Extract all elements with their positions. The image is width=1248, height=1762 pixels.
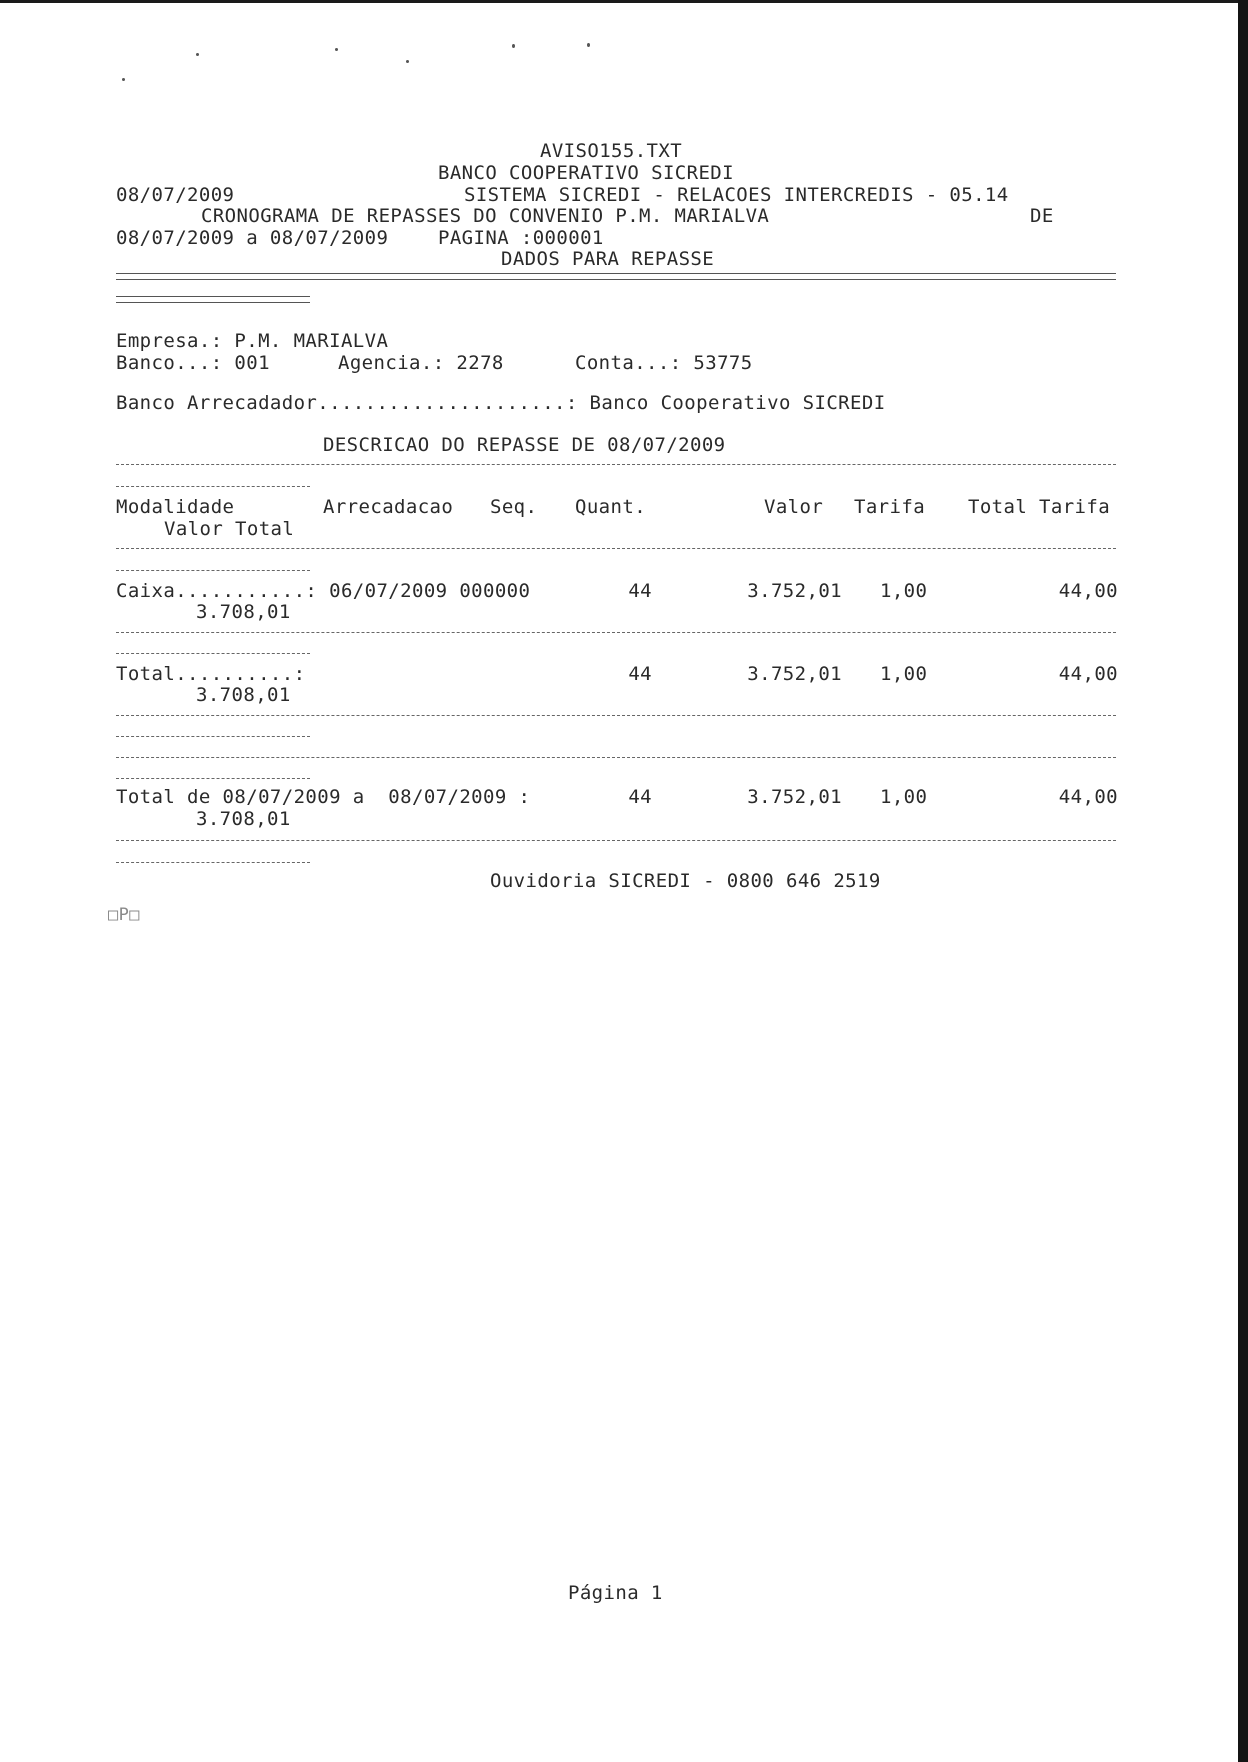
row-valor: 3.752,01: [747, 580, 842, 602]
dashed-rule: [116, 548, 1116, 549]
scan-speck: [406, 60, 409, 63]
collecting-bank: Banco Arrecadador.....................: Banco Cooperativo SICREDI: [116, 392, 886, 414]
dashed-rule: [116, 715, 1116, 716]
row-valor-total: 3.708,01: [196, 684, 291, 706]
page-footer: Página 1: [568, 1582, 663, 1604]
header-seq: Seq.: [490, 496, 538, 518]
dashed-rule: [116, 486, 310, 487]
header-arrecadacao: Arrecadacao: [323, 496, 454, 518]
row-label: Total..........:: [116, 663, 306, 685]
company-name: Empresa.: P.M. MARIALVA: [116, 330, 389, 352]
header-quant: Quant.: [575, 496, 647, 518]
bank-code: Banco...: 001: [116, 352, 270, 374]
header-total-tarifa: Total Tarifa: [968, 496, 1111, 518]
row-valor-total: 3.708,01: [196, 601, 291, 623]
scan-top-edge: [0, 0, 1248, 3]
scan-speck: [335, 48, 338, 51]
row-total-tarifa: 44,00: [1058, 580, 1118, 602]
section-title: DADOS PARA REPASSE: [501, 248, 715, 270]
row-quant: 44: [628, 663, 652, 685]
header-tarifa: Tarifa: [854, 496, 926, 518]
dashed-rule: [116, 632, 1116, 633]
header-valor-total: Valor Total: [164, 518, 295, 540]
agency-number: Agencia.: 2278: [338, 352, 504, 374]
page-number: PAGINA :000001: [438, 227, 604, 249]
scan-speck: [587, 43, 590, 47]
ouvidoria-contact: Ouvidoria SICREDI - 0800 646 2519: [490, 870, 881, 892]
row-valor: 3.752,01: [747, 663, 842, 685]
double-rule: [116, 296, 310, 303]
dashed-rule: [116, 862, 310, 863]
file-name: AVISO155.TXT: [540, 140, 683, 162]
report-title: CRONOGRAMA DE REPASSES DO CONVENIO P.M. MARIALVA: [201, 205, 770, 227]
scan-speck: [122, 78, 125, 81]
dashed-rule: [116, 778, 310, 779]
system-name: SISTEMA SICREDI - RELACOES INTERCREDIS - 05.14: [464, 184, 1009, 206]
dashed-rule: [116, 653, 310, 654]
bank-name: BANCO COOPERATIVO SICREDI: [438, 162, 734, 184]
report-date: 08/07/2009: [116, 184, 235, 206]
row-valor: 3.752,01: [747, 786, 842, 808]
row-total-tarifa: 44,00: [1058, 663, 1118, 685]
row-total-tarifa: 44,00: [1058, 786, 1118, 808]
dashed-rule: [116, 757, 1116, 758]
row-quant: 44: [628, 580, 652, 602]
description-title: DESCRICAO DO REPASSE DE 08/07/2009: [323, 434, 726, 456]
row-valor-total: 3.708,01: [196, 808, 291, 830]
row-tarifa: 1,00: [880, 786, 928, 808]
scan-right-edge: [1238, 0, 1248, 1762]
de-label: DE: [1030, 205, 1054, 227]
row-tarifa: 1,00: [880, 580, 928, 602]
account-number: Conta...: 53775: [575, 352, 753, 374]
dashed-rule: [116, 736, 310, 737]
row-label: Total de 08/07/2009 a 08/07/2009 :: [116, 786, 531, 808]
row-quant: 44: [628, 786, 652, 808]
header-valor: Valor: [764, 496, 824, 518]
double-rule: [116, 273, 1116, 280]
scan-speck: [196, 53, 199, 56]
dashed-rule: [116, 570, 310, 571]
header-modalidade: Modalidade: [116, 496, 235, 518]
dashed-rule: [116, 840, 1116, 841]
report-period: 08/07/2009 a 08/07/2009: [116, 227, 389, 249]
row-tarifa: 1,00: [880, 663, 928, 685]
scan-speck: [512, 44, 515, 48]
row-label: Caixa...........: 06/07/2009 000000: [116, 580, 531, 602]
dashed-rule: [116, 464, 1116, 465]
page-break-marker: □P□: [108, 905, 140, 925]
